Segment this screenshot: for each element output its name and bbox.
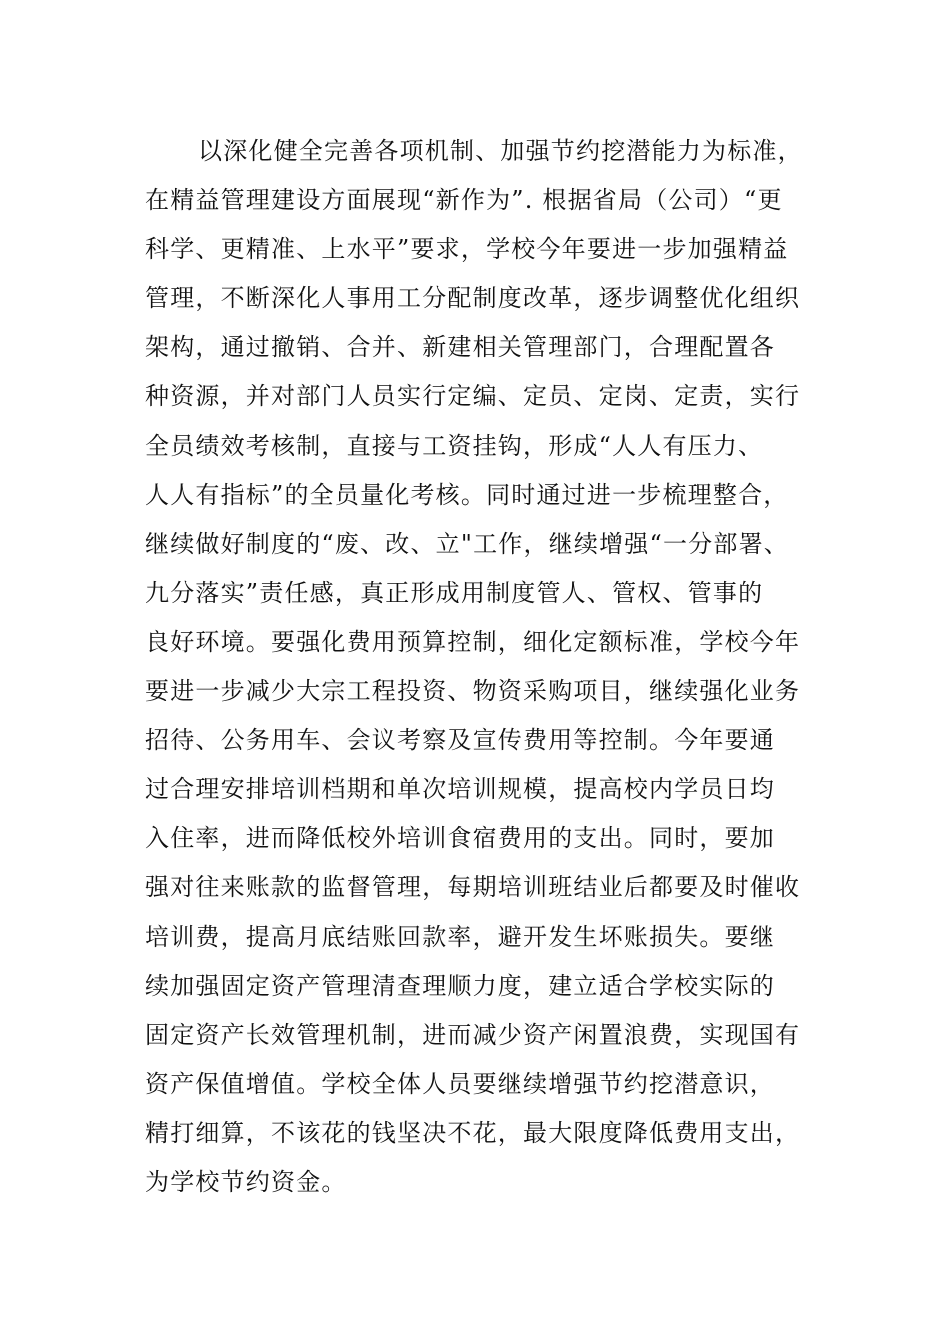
paragraph-line: 要进一步减少大宗工程投资、物资采购项目，继续强化业务 [145, 677, 801, 706]
paragraph-line: 招待、公务用车、会议考察及宣传费用等控制。今年要通 [145, 726, 775, 755]
paragraph-line: 架构，通过撤销、合并、新建相关管理部门，合理配置各 [145, 333, 775, 362]
paragraph-line: 续加强固定资产管理清查理顺力度，建立适合学校实际的 [145, 971, 775, 1000]
paragraph-line: 继续做好制度的“废、改、立"工作，继续增强“一分部署、 [145, 529, 789, 558]
paragraph-line: 人人有指标”的全员量化考核。同时通过进一步梳理整合， [145, 480, 789, 509]
paragraph-line: 资产保值增值。学校全体人员要继续增强节约挖潜意识， [145, 1069, 775, 1098]
body-paragraph [145, 127, 825, 1207]
paragraph-line: 种资源，并对部门人员实行定编、定员、定岗、定责，实行 [145, 382, 801, 411]
paragraph-line: 为学校节约资金。 [145, 1167, 347, 1196]
paragraph-line: 精打细算，不该花的钱坚决不花，最大限度降低费用支出， [145, 1118, 801, 1147]
paragraph-line: 良好环境。要强化费用预算控制，细化定额标准，学校今年 [145, 627, 801, 656]
paragraph-line: 科学、更精准、上水平”要求，学校今年要进一步加强精益 [145, 235, 789, 264]
paragraph-line: 在精益管理建设方面展现“新作为”. 根据省局（公司）“更 [145, 186, 783, 215]
paragraph-line: 过合理安排培训档期和单次培训规模，提高校内学员日均 [145, 775, 775, 804]
paragraph-line: 培训费，提高月底结账回款率，避开发生坏账损失。要继 [145, 922, 775, 951]
paragraph-line: 入住率，进而降低校外培训食宿费用的支出。同时，要加 [145, 824, 775, 853]
paragraph-line: 全员绩效考核制，直接与工资挂钩，形成“人人有压力、 [145, 431, 764, 460]
paragraph-line: 强对往来账款的监督管理，每期培训班结业后都要及时催收 [145, 873, 801, 902]
paragraph-line: 九分落实”责任感，真正形成用制度管人、管权、管事的 [145, 578, 764, 607]
paragraph-line: 以深化健全完善各项机制、加强节约挖潜能力为标准， [198, 137, 803, 165]
paragraph-line: 固定资产长效管理机制，进而减少资产闲置浪费，实现国有 [145, 1020, 801, 1049]
paragraph-line: 管理，不断深化人事用工分配制度改革，逐步调整优化组织 [145, 284, 801, 313]
